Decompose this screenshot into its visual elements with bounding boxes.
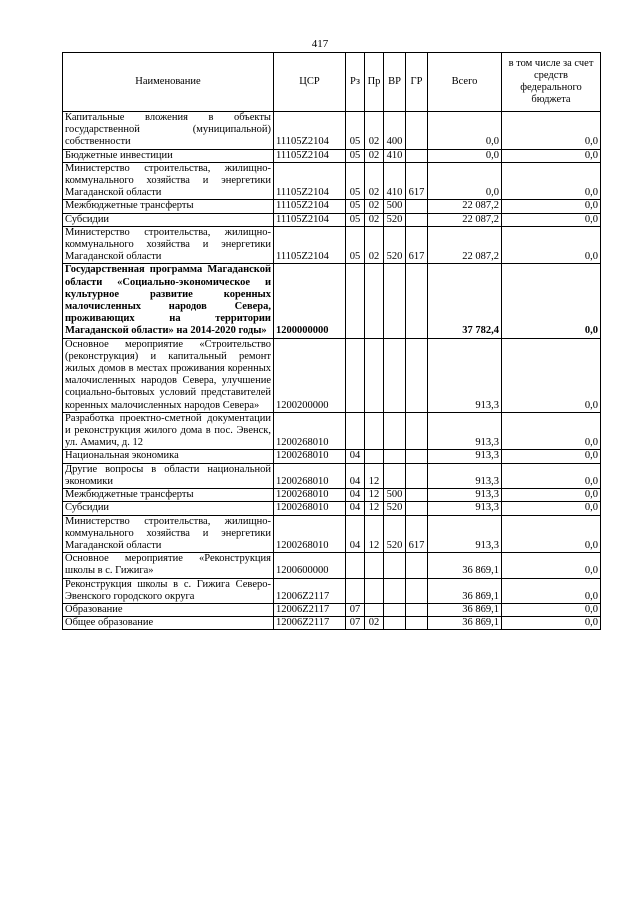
cell-pr xyxy=(365,553,384,578)
cell-csr: 11105Z2104 xyxy=(274,226,346,264)
cell-gr xyxy=(406,463,428,488)
cell-gr: 617 xyxy=(406,162,428,200)
header-vr: ВР xyxy=(384,53,406,112)
cell-pr: 02 xyxy=(365,200,384,213)
cell-vr: 410 xyxy=(384,162,406,200)
cell-federal: 0,0 xyxy=(502,162,601,200)
cell-rz: 07 xyxy=(346,603,365,616)
cell-pr: 02 xyxy=(365,149,384,162)
cell-total: 22 087,2 xyxy=(428,200,502,213)
cell-rz: 04 xyxy=(346,515,365,553)
cell-vr: 520 xyxy=(384,226,406,264)
cell-total: 0,0 xyxy=(428,112,502,150)
cell-csr: 1200268010 xyxy=(274,412,346,450)
cell-rz xyxy=(346,338,365,412)
cell-csr: 1200268010 xyxy=(274,463,346,488)
cell-federal: 0,0 xyxy=(502,226,601,264)
cell-name: Основное мероприятие «Строительство (реконструкция) и капитальный ремонт жилых домов в местах проживания коренных малочисленных народов Севера, улучшение социально-бытовых условий представителей коренных малочисленных народов Севера» xyxy=(63,338,274,412)
table-row xyxy=(63,338,601,412)
cell-name: Общее образование xyxy=(63,617,274,630)
cell-gr xyxy=(406,489,428,502)
table-row xyxy=(63,603,601,616)
cell-pr: 02 xyxy=(365,226,384,264)
cell-name: Национальная экономика xyxy=(63,450,274,463)
cell-vr xyxy=(384,264,406,338)
cell-pr xyxy=(365,450,384,463)
cell-vr: 520 xyxy=(384,502,406,515)
cell-federal: 0,0 xyxy=(502,338,601,412)
cell-federal: 0,0 xyxy=(502,213,601,226)
cell-vr xyxy=(384,553,406,578)
cell-gr xyxy=(406,200,428,213)
cell-name: Министерство строительства, жилищно-коммунального хозяйства и энергетики Магаданской области xyxy=(63,515,274,553)
cell-vr: 520 xyxy=(384,515,406,553)
cell-csr: 11105Z2104 xyxy=(274,149,346,162)
cell-pr: 12 xyxy=(365,489,384,502)
header-total: Всего xyxy=(428,53,502,112)
cell-pr: 02 xyxy=(365,162,384,200)
cell-pr xyxy=(365,338,384,412)
table-row xyxy=(63,617,601,630)
header-name: Наименование xyxy=(63,53,274,112)
cell-csr: 11105Z2104 xyxy=(274,213,346,226)
cell-csr: 12006Z2117 xyxy=(274,603,346,616)
cell-pr xyxy=(365,603,384,616)
cell-total: 22 087,2 xyxy=(428,226,502,264)
cell-name: Образование xyxy=(63,603,274,616)
table-header-row xyxy=(63,53,601,112)
budget-table xyxy=(62,52,601,630)
cell-total: 913,3 xyxy=(428,502,502,515)
cell-federal: 0,0 xyxy=(502,489,601,502)
cell-pr: 12 xyxy=(365,515,384,553)
cell-total: 0,0 xyxy=(428,162,502,200)
cell-total: 913,3 xyxy=(428,489,502,502)
cell-gr xyxy=(406,603,428,616)
cell-pr: 02 xyxy=(365,617,384,630)
cell-total: 913,3 xyxy=(428,338,502,412)
cell-vr: 520 xyxy=(384,213,406,226)
cell-vr xyxy=(384,412,406,450)
cell-csr: 1200600000 xyxy=(274,553,346,578)
cell-gr xyxy=(406,578,428,603)
table-row xyxy=(63,463,601,488)
cell-total: 36 869,1 xyxy=(428,553,502,578)
cell-pr xyxy=(365,264,384,338)
page-number: 417 xyxy=(311,38,329,50)
cell-rz xyxy=(346,412,365,450)
cell-gr xyxy=(406,264,428,338)
cell-gr: 617 xyxy=(406,226,428,264)
cell-name: Реконструкция школы в с. Гижига Северо-Эвенского городского округа xyxy=(63,578,274,603)
cell-total: 36 869,1 xyxy=(428,603,502,616)
cell-federal: 0,0 xyxy=(502,264,601,338)
cell-csr: 11105Z2104 xyxy=(274,200,346,213)
cell-gr xyxy=(406,338,428,412)
table-row xyxy=(63,515,601,553)
table-row xyxy=(63,502,601,515)
cell-pr: 02 xyxy=(365,213,384,226)
cell-federal: 0,0 xyxy=(502,450,601,463)
cell-name: Межбюджетные трансферты xyxy=(63,489,274,502)
cell-vr xyxy=(384,338,406,412)
table-row xyxy=(63,112,601,150)
cell-name: Разработка проектно-сметной документации и реконструкция жилого дома в пос. Эвенск, ул. Амамич, д. 12 xyxy=(63,412,274,450)
cell-name: Государственная программа Магаданской области «Социально-экономическое и культурное развитие коренных малочисленных народов Севера, проживающих на территории Магаданской области» на 2014-2020 годы» xyxy=(63,264,274,338)
cell-csr: 12006Z2117 xyxy=(274,578,346,603)
cell-vr: 410 xyxy=(384,149,406,162)
cell-total: 0,0 xyxy=(428,149,502,162)
cell-name: Субсидии xyxy=(63,213,274,226)
cell-rz: 05 xyxy=(346,149,365,162)
cell-federal: 0,0 xyxy=(502,603,601,616)
table-row xyxy=(63,553,601,578)
cell-name: Субсидии xyxy=(63,502,274,515)
cell-csr: 1200268010 xyxy=(274,515,346,553)
cell-federal: 0,0 xyxy=(502,149,601,162)
cell-csr: 11105Z2104 xyxy=(274,112,346,150)
cell-total: 913,3 xyxy=(428,450,502,463)
cell-csr: 1200000000 xyxy=(274,264,346,338)
table-row xyxy=(63,149,601,162)
cell-federal: 0,0 xyxy=(502,200,601,213)
cell-rz: 04 xyxy=(346,450,365,463)
cell-rz: 05 xyxy=(346,213,365,226)
table-body xyxy=(63,112,601,630)
header-gr: ГР xyxy=(406,53,428,112)
cell-name: Основное мероприятие «Реконструкция школы в с. Гижига» xyxy=(63,553,274,578)
cell-rz xyxy=(346,553,365,578)
cell-federal: 0,0 xyxy=(502,553,601,578)
cell-total: 913,3 xyxy=(428,515,502,553)
cell-federal: 0,0 xyxy=(502,112,601,150)
cell-csr: 1200268010 xyxy=(274,450,346,463)
header-rz: Рз xyxy=(346,53,365,112)
table-row xyxy=(63,412,601,450)
header-csr: ЦСР xyxy=(274,53,346,112)
cell-gr: 617 xyxy=(406,515,428,553)
table-row xyxy=(63,450,601,463)
cell-name: Министерство строительства, жилищно-коммунального хозяйства и энергетики Магаданской области xyxy=(63,162,274,200)
cell-pr: 12 xyxy=(365,463,384,488)
cell-name: Министерство строительства, жилищно-коммунального хозяйства и энергетики Магаданской области xyxy=(63,226,274,264)
cell-gr xyxy=(406,502,428,515)
cell-total: 913,3 xyxy=(428,463,502,488)
cell-federal: 0,0 xyxy=(502,578,601,603)
table-row xyxy=(63,226,601,264)
cell-rz xyxy=(346,578,365,603)
cell-federal: 0,0 xyxy=(502,463,601,488)
cell-vr xyxy=(384,603,406,616)
cell-rz: 07 xyxy=(346,617,365,630)
cell-total: 37 782,4 xyxy=(428,264,502,338)
cell-gr xyxy=(406,112,428,150)
cell-federal: 0,0 xyxy=(502,515,601,553)
cell-csr: 1200268010 xyxy=(274,502,346,515)
cell-csr: 12006Z2117 xyxy=(274,617,346,630)
cell-rz xyxy=(346,264,365,338)
cell-vr xyxy=(384,617,406,630)
cell-gr xyxy=(406,149,428,162)
cell-gr xyxy=(406,213,428,226)
header-pr: Пр xyxy=(365,53,384,112)
table-row xyxy=(63,264,601,338)
table-row xyxy=(63,213,601,226)
cell-pr: 12 xyxy=(365,502,384,515)
table-row xyxy=(63,489,601,502)
cell-csr: 1200268010 xyxy=(274,489,346,502)
cell-rz: 04 xyxy=(346,502,365,515)
cell-csr: 11105Z2104 xyxy=(274,162,346,200)
cell-name: Капитальные вложения в объекты государственной (муниципальной) собственности xyxy=(63,112,274,150)
cell-vr: 500 xyxy=(384,200,406,213)
table-row xyxy=(63,578,601,603)
cell-vr xyxy=(384,463,406,488)
cell-pr: 02 xyxy=(365,112,384,150)
cell-federal: 0,0 xyxy=(502,617,601,630)
cell-name: Бюджетные инвестиции xyxy=(63,149,274,162)
header-federal: в том числе за счет средств федерального бюджета xyxy=(502,53,601,112)
cell-rz: 05 xyxy=(346,162,365,200)
cell-name: Межбюджетные трансферты xyxy=(63,200,274,213)
cell-gr xyxy=(406,617,428,630)
cell-gr xyxy=(406,553,428,578)
cell-vr xyxy=(384,450,406,463)
cell-federal: 0,0 xyxy=(502,502,601,515)
cell-gr xyxy=(406,450,428,463)
cell-csr: 1200200000 xyxy=(274,338,346,412)
cell-total: 22 087,2 xyxy=(428,213,502,226)
table-row xyxy=(63,200,601,213)
cell-rz: 04 xyxy=(346,463,365,488)
cell-name: Другие вопросы в области национальной экономики xyxy=(63,463,274,488)
cell-total: 36 869,1 xyxy=(428,617,502,630)
cell-vr xyxy=(384,578,406,603)
cell-vr: 500 xyxy=(384,489,406,502)
table-row xyxy=(63,162,601,200)
cell-federal: 0,0 xyxy=(502,412,601,450)
cell-pr xyxy=(365,412,384,450)
cell-rz: 05 xyxy=(346,200,365,213)
cell-rz: 05 xyxy=(346,112,365,150)
cell-gr xyxy=(406,412,428,450)
cell-rz: 05 xyxy=(346,226,365,264)
cell-total: 36 869,1 xyxy=(428,578,502,603)
cell-total: 913,3 xyxy=(428,412,502,450)
cell-rz: 04 xyxy=(346,489,365,502)
cell-pr xyxy=(365,578,384,603)
cell-vr: 400 xyxy=(384,112,406,150)
